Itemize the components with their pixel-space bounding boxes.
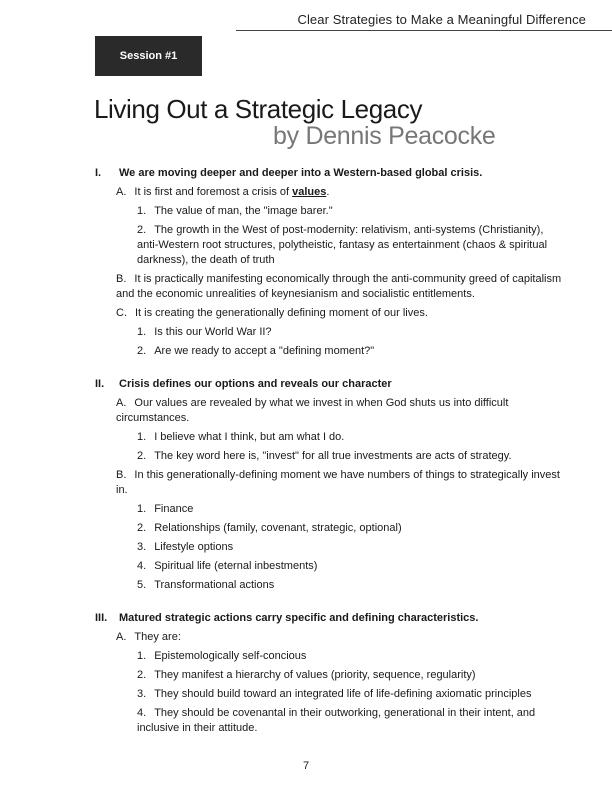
- item-marker: A.: [116, 397, 127, 409]
- outline-item: [95, 306, 565, 321]
- outline-subitem: [95, 559, 565, 574]
- section-number: II.: [95, 378, 105, 390]
- item-marker: 1.: [137, 205, 147, 217]
- item-marker: 5.: [137, 579, 147, 591]
- running-header-title: Clear Strategies to Make a Meaningful Difference: [297, 12, 586, 27]
- section-number: I.: [95, 167, 102, 179]
- outline-item: [95, 468, 565, 498]
- item-marker: 3.: [137, 688, 147, 700]
- outline-subitem: [95, 578, 565, 593]
- item-text: Spiritual life (eternal inbestments): [154, 560, 318, 572]
- section-heading-text: We are moving deeper and deeper into a Western-based global crisis.: [119, 167, 483, 179]
- item-marker: 2.: [137, 345, 147, 357]
- author-byline: by Dennis Peacocke: [273, 122, 496, 150]
- item-marker: C.: [116, 307, 127, 319]
- section-heading: [95, 377, 565, 392]
- outline-subitem: [95, 521, 565, 536]
- item-text: Epistemologically self-concious: [154, 650, 307, 662]
- outline-subitem: [95, 223, 565, 268]
- item-text: The key word here is, "invest" for all true investments are acts of strategy.: [154, 450, 512, 462]
- item-text: Lifestyle options: [154, 541, 234, 553]
- page-title: Living Out a Strategic Legacy: [94, 94, 423, 124]
- item-text: Finance: [154, 503, 194, 515]
- outline-subitem: [95, 687, 565, 702]
- section-heading: [95, 611, 565, 626]
- item-marker: 2.: [137, 669, 147, 681]
- item-text: Relationships (family, covenant, strategic, optional): [154, 522, 402, 534]
- item-text: It is creating the generationally defining moment of our lives.: [135, 307, 428, 319]
- session-badge: [95, 36, 202, 76]
- section-heading-text: Matured strategic actions carry specific and defining characteristics.: [119, 612, 479, 624]
- item-text: The value of man, the "image barer.": [154, 205, 333, 217]
- item-text: They should be covenantal in their outworking, generational in their intent, and inclusive in their attitude.: [137, 707, 536, 734]
- outline-item: [95, 185, 565, 200]
- outline-subitem: [95, 204, 565, 219]
- item-marker: 3.: [137, 541, 147, 553]
- item-marker: A.: [116, 186, 127, 198]
- item-text: They are:: [134, 631, 181, 643]
- section-heading-text: Crisis defines our options and reveals our character: [119, 378, 392, 390]
- outline-subitem: [95, 430, 565, 445]
- item-text: They should build toward an integrated life of life-defining axiomatic principles: [154, 688, 532, 700]
- item-text: .: [326, 186, 330, 198]
- item-text: In this generationally-defining moment we have numbers of things to strategically invest in.: [116, 469, 560, 496]
- item-marker: 1.: [137, 650, 147, 662]
- outline-subitem: [95, 325, 565, 340]
- outline-subitem: [95, 540, 565, 555]
- item-text: They manifest a hierarchy of values (priority, sequence, regularity): [154, 669, 476, 681]
- item-text: It is practically manifesting economically through the anti-community greed of capitalism and the economic unrealities of keynesianism and socialistic entitlements.: [116, 273, 562, 300]
- item-marker: 2.: [137, 522, 147, 534]
- item-text: Are we ready to accept a "defining moment?": [154, 345, 375, 357]
- session-label: Session #1: [119, 50, 178, 62]
- outline-item: [95, 630, 565, 645]
- section-number: III.: [95, 612, 108, 624]
- outline-subitem: [95, 502, 565, 517]
- outline-subitem: [95, 649, 565, 664]
- item-marker: 1.: [137, 503, 147, 515]
- item-marker: 1.: [137, 326, 147, 338]
- outline-subitem: [95, 449, 565, 464]
- header-rule: [236, 30, 612, 31]
- item-text: It is first and foremost a crisis of: [134, 186, 293, 198]
- item-text: Is this our World War II?: [154, 326, 272, 338]
- item-text: The growth in the West of post-modernity: relativism, anti-systems (Christianity), anti-Western root structures, polytheistic, fantasy as entertainment (chaos & spiritual darkness), the death of truth: [137, 224, 548, 266]
- item-text: Transformational actions: [154, 579, 275, 591]
- item-text: I believe what I think, but am what I do.: [154, 431, 345, 443]
- outline-subitem: [95, 706, 565, 736]
- section-heading: [95, 166, 565, 181]
- outline-subitem: [95, 668, 565, 683]
- outline-item: [95, 396, 565, 426]
- outline-item: [95, 272, 565, 302]
- item-marker: B.: [116, 273, 127, 285]
- item-text: Our values are revealed by what we invest in when God shuts us into difficult circumstances.: [116, 397, 509, 424]
- outline-subitem: [95, 344, 565, 359]
- item-marker: 4.: [137, 560, 147, 572]
- item-marker: 2.: [137, 450, 147, 462]
- page-number: 7: [302, 760, 310, 772]
- outline-content: [95, 166, 565, 740]
- item-marker: A.: [116, 631, 127, 643]
- item-marker: 4.: [137, 707, 147, 719]
- emphasized-word: values: [292, 186, 327, 198]
- item-marker: B.: [116, 469, 127, 481]
- item-marker: 2.: [137, 224, 147, 236]
- item-marker: 1.: [137, 431, 147, 443]
